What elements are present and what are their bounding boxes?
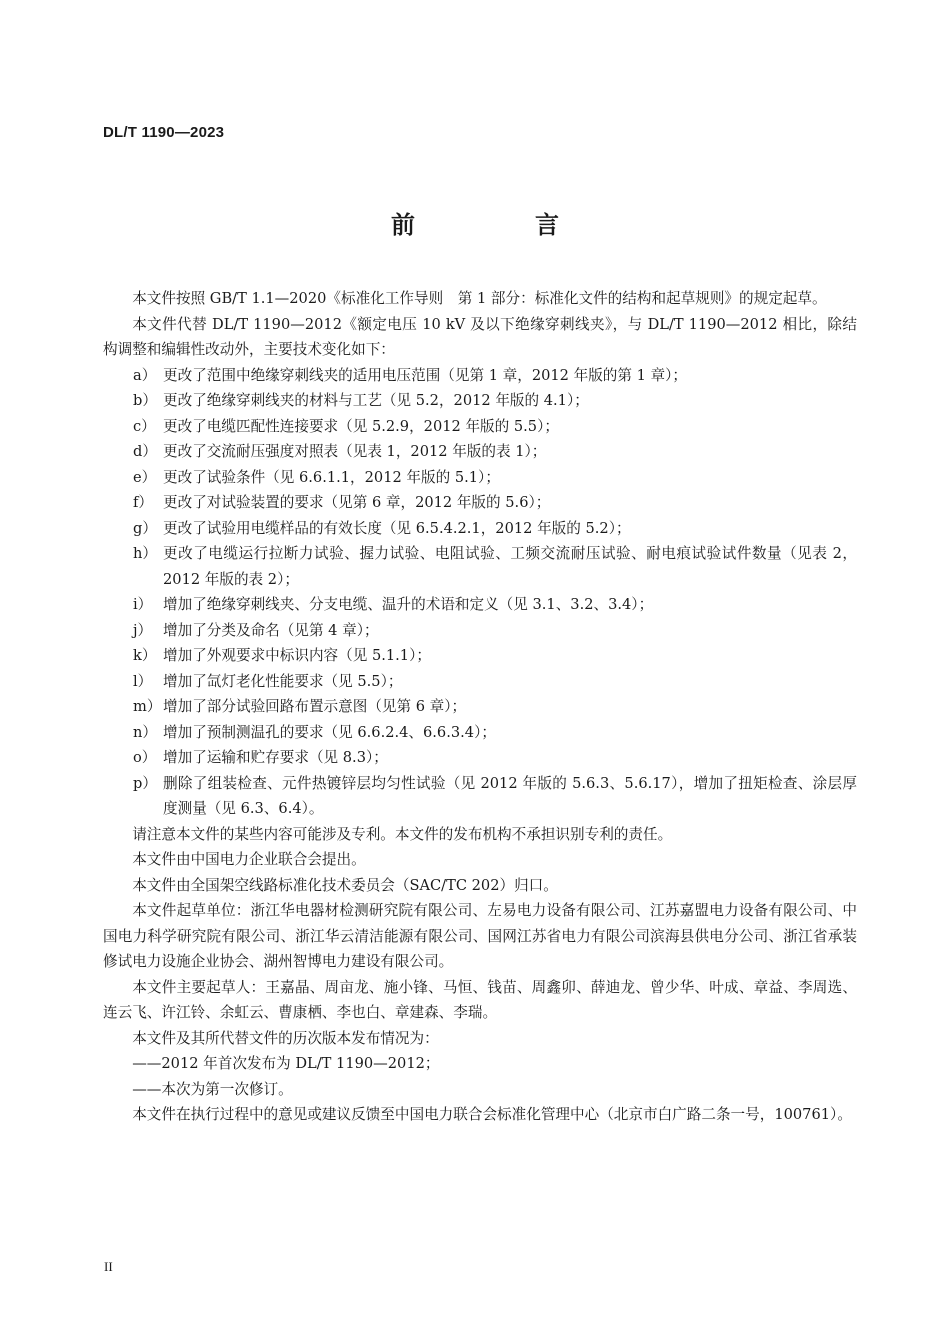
list-text: 更改了试验条件（见 6.6.1.1，2012 年版的 5.1）； — [163, 468, 500, 486]
main-drafters: 本文件主要起草人：王嘉晶、周亩龙、施小锋、马恒、钱苗、周鑫卯、薛迪龙、曾少华、叶成、章益、李周选、连云飞、许江铃、余虹云、曹康栖、李也白、章建森、李瑞。 — [103, 978, 857, 1021]
list-text: 增加了氙灯老化性能要求（见 5.5）； — [163, 672, 403, 690]
page-number: II — [104, 1259, 113, 1274]
list-text: 更改了交流耐压强度对照表（见表 1，2012 年版的表 1）； — [163, 443, 547, 460]
section-title: 前 言 — [391, 210, 607, 239]
committee-statement: 本文件由全国架空线路标准化技术委员会（SAC/TC 202）归口。 — [132, 876, 558, 894]
list-marker: o） — [133, 749, 157, 766]
list-text: 增加了部分试验回路布置示意图（见第 6 章）； — [163, 698, 467, 715]
list-text: 更改了绝缘穿刺线夹的材料与工艺（见 5.2，2012 年版的 4.1）； — [163, 392, 589, 409]
list-text: 增加了绝缘穿刺线夹、分支电缆、温升的术语和定义（见 3.1、3.2、3.4）； — [163, 596, 654, 613]
list-text: 增加了预制测温孔的要求（见 6.6.2.4、6.6.3.4）； — [163, 723, 496, 741]
proposer-statement: 本文件由中国电力企业联合会提出。 — [132, 851, 366, 868]
list-marker: n） — [133, 723, 157, 741]
history-intro: 本文件及其所代替文件的历次版本发布情况为： — [132, 1029, 439, 1047]
list-item — [103, 720, 857, 746]
list-marker: c） — [133, 417, 156, 435]
list-item — [103, 592, 857, 618]
list-item — [103, 414, 857, 440]
history-item: ——本次为第一次修订。 — [132, 1080, 293, 1098]
list-text: 增加了分类及命名（见第 4 章）； — [163, 621, 379, 639]
drafting-units: 本文件起草单位：浙江华电器材检测研究院有限公司、左易电力设备有限公司、江苏嘉盟电力设备有限公司、中国电力科学研究院有限公司、浙江华云清洁能源有限公司、国网江苏省电力有限公司滨海县供电分公司、浙江省承装修试电力设施企业协会、湖州智博电力建设有限公司。 — [103, 902, 857, 970]
list-marker: b） — [133, 392, 157, 409]
list-text: 更改了范围中绝缘穿刺线夹的适用电压范围（见第 1 章，2012 年版的第 1 章）； — [163, 366, 688, 384]
feedback-statement: 本文件在执行过程中的意见或建议反馈至中国电力联合会标准化管理中心（北京市白广路二条一号，100761）。 — [132, 1106, 852, 1123]
list-item — [103, 516, 857, 542]
patent-notice: 请注意本文件的某些内容可能涉及专利。本文件的发布机构不承担识别专利的责任。 — [132, 825, 673, 843]
list-text: 增加了运输和贮存要求（见 8.3）； — [163, 749, 388, 766]
intro-paragraph-2: 本文件代替 DL/T 1190—2012《额定电压 10 kV 及以下绝缘穿刺线夹》，与 DL/T 1190—2012 相比，除结构调整和编辑性改动外，主要技术变化如下： — [103, 315, 857, 358]
list-marker: k） — [133, 647, 157, 664]
list-marker: i） — [133, 596, 153, 613]
list-marker: j） — [133, 621, 153, 639]
list-marker: f） — [133, 494, 153, 511]
list-item — [103, 643, 857, 669]
list-item — [103, 490, 857, 516]
list-marker: g） — [133, 519, 157, 537]
list-item — [103, 363, 857, 389]
list-marker: l） — [133, 672, 153, 690]
list-item — [103, 771, 857, 822]
list-marker: m） — [133, 698, 162, 715]
list-item — [103, 388, 857, 414]
list-marker: p） — [133, 774, 157, 792]
list-item — [103, 669, 857, 695]
list-text: 更改了电缆运行拉断力试验、握力试验、电阻试验、工频交流耐压试验、耐电痕试验试件数量（见表 2，2012 年版的表 2）； — [163, 545, 857, 588]
list-text: 更改了对试验装置的要求（见第 6 章，2012 年版的 5.6）； — [163, 494, 551, 511]
list-marker: e） — [133, 468, 157, 486]
list-text: 增加了外观要求中标识内容（见 5.1.1）； — [163, 647, 431, 664]
document-code: DL/T 1190—2023 — [103, 124, 225, 141]
list-text: 更改了试验用电缆样品的有效长度（见 6.5.4.2.1，2012 年版的 5.2）； — [163, 519, 631, 537]
list-item — [103, 694, 857, 720]
foreword-body — [103, 286, 857, 1128]
list-item — [103, 745, 857, 771]
changes-list — [103, 363, 857, 822]
list-text: 删除了组装检查、元件热镀锌层均匀性试验（见 2012 年版的 5.6.3、5.6.17），增加了扭矩检查、涂层厚度测量（见 6.3、6.4）。 — [163, 774, 857, 817]
list-text: 更改了电缆匹配性连接要求（见 5.2.9，2012 年版的 5.5）； — [163, 417, 559, 435]
list-item — [103, 618, 857, 644]
history-item: ——2012 年首次发布为 DL/T 1190—2012； — [132, 1055, 440, 1072]
list-item — [103, 439, 857, 465]
intro-paragraph-1: 本文件按照 GB/T 1.1—2020《标准化工作导则 第 1 部分：标准化文件的结构和起草规则》的规定起草。 — [132, 290, 827, 307]
list-marker: a） — [133, 366, 157, 384]
list-item — [103, 465, 857, 491]
list-marker: h） — [133, 545, 157, 562]
list-marker: d） — [133, 443, 157, 460]
list-item — [103, 541, 857, 592]
